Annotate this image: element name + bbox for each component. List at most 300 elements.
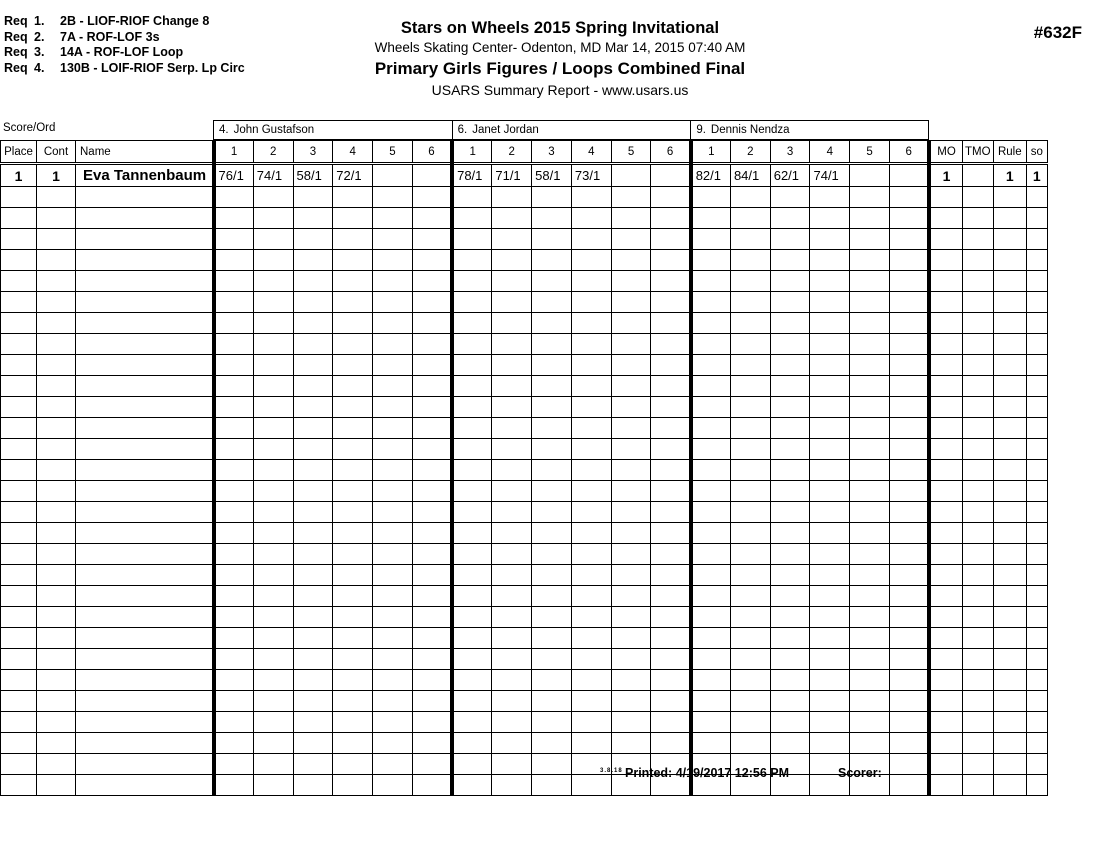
cell-empty — [532, 733, 572, 754]
cell-empty — [293, 313, 333, 334]
cell-empty — [850, 712, 890, 733]
cell-empty — [76, 208, 214, 229]
table-row-empty[interactable] — [1, 460, 1048, 481]
cell-empty — [333, 649, 373, 670]
cell-empty — [214, 754, 254, 775]
table-row-empty[interactable] — [1, 397, 1048, 418]
cell-empty — [611, 313, 651, 334]
cell-empty — [611, 712, 651, 733]
cell-empty — [850, 607, 890, 628]
cell-empty — [1, 418, 37, 439]
cell-empty — [373, 250, 413, 271]
cell-empty — [373, 670, 413, 691]
table-row-empty[interactable] — [1, 691, 1048, 712]
cell-empty — [76, 586, 214, 607]
cell-empty — [412, 691, 452, 712]
cell-empty — [770, 733, 810, 754]
cell-empty — [571, 292, 611, 313]
cell-empty — [810, 523, 850, 544]
cell-empty — [929, 397, 962, 418]
cell-empty — [571, 670, 611, 691]
cell-empty — [730, 670, 770, 691]
cell-empty — [850, 229, 890, 250]
cell-empty — [452, 691, 492, 712]
cell-empty — [929, 649, 962, 670]
cell-empty — [890, 208, 930, 229]
cell-empty — [890, 712, 930, 733]
cell-empty — [214, 250, 254, 271]
cell-empty — [993, 460, 1026, 481]
table-row-empty[interactable] — [1, 271, 1048, 292]
table-row-empty[interactable] — [1, 712, 1048, 733]
table-row-empty[interactable] — [1, 208, 1048, 229]
cell-empty — [452, 502, 492, 523]
cell-empty — [76, 418, 214, 439]
cell-empty — [532, 439, 572, 460]
cell-empty — [929, 250, 962, 271]
cell-empty — [730, 502, 770, 523]
cell-empty — [333, 670, 373, 691]
cell-empty — [1, 544, 37, 565]
cell-empty — [37, 754, 76, 775]
table-row-empty[interactable] — [1, 481, 1048, 502]
cell-empty — [333, 712, 373, 733]
cell-empty — [37, 460, 76, 481]
table-row-empty[interactable] — [1, 313, 1048, 334]
cell-empty — [890, 670, 930, 691]
cell-empty — [333, 313, 373, 334]
cell-empty — [810, 334, 850, 355]
cell-empty — [651, 271, 691, 292]
cell-empty — [452, 460, 492, 481]
cell-empty — [929, 502, 962, 523]
cell-empty — [810, 313, 850, 334]
cell-empty — [611, 649, 651, 670]
column-header-cont: Cont — [37, 141, 76, 164]
cell-empty — [1026, 313, 1047, 334]
cell-empty — [532, 355, 572, 376]
cell-empty — [492, 376, 532, 397]
cell-empty — [770, 292, 810, 313]
cell-empty — [571, 565, 611, 586]
cell-empty — [293, 418, 333, 439]
cell-empty — [962, 481, 993, 502]
cell-empty — [929, 334, 962, 355]
judge-2-subcolumn-header-6: 6 — [651, 141, 691, 164]
cell-empty — [532, 544, 572, 565]
table-row-empty[interactable] — [1, 229, 1048, 250]
cell-empty — [37, 334, 76, 355]
cell-empty — [691, 250, 731, 271]
judge-1-subcolumn-header-3: 3 — [293, 141, 333, 164]
cell-empty — [333, 250, 373, 271]
cell-empty — [37, 271, 76, 292]
cell-empty — [691, 712, 731, 733]
judge-1-subcolumn-header-1: 1 — [214, 141, 254, 164]
cell-empty — [890, 565, 930, 586]
cell-empty — [890, 397, 930, 418]
cell-so: 1 — [1026, 164, 1047, 187]
cell-empty — [76, 397, 214, 418]
table-row-empty[interactable] — [1, 649, 1048, 670]
cell-empty — [293, 670, 333, 691]
cell-empty — [770, 481, 810, 502]
table-row-empty[interactable] — [1, 439, 1048, 460]
cell-empty — [452, 586, 492, 607]
judge-1-subcolumn-header-2: 2 — [253, 141, 293, 164]
cell-empty — [532, 187, 572, 208]
cell-empty — [611, 502, 651, 523]
cell-empty — [993, 439, 1026, 460]
judge-3-subcolumn-header-5: 5 — [850, 141, 890, 164]
cell-empty — [492, 754, 532, 775]
cell-empty — [993, 187, 1026, 208]
cell-empty — [253, 460, 293, 481]
cell-empty — [993, 418, 1026, 439]
cell-empty — [890, 439, 930, 460]
cell-judge-3-score-2: 84/1 — [730, 164, 770, 187]
cell-empty — [962, 376, 993, 397]
cell-empty — [214, 208, 254, 229]
cell-empty — [1026, 418, 1047, 439]
cell-empty — [532, 607, 572, 628]
scorer-label: Scorer: — [838, 766, 882, 780]
cell-empty — [76, 670, 214, 691]
cell-empty — [412, 313, 452, 334]
cell-empty — [691, 670, 731, 691]
cell-empty — [492, 481, 532, 502]
cell-place: 1 — [1, 164, 37, 187]
cell-empty — [37, 607, 76, 628]
cell-empty — [373, 334, 413, 355]
table-row[interactable] — [1, 164, 1048, 187]
cell-empty — [253, 607, 293, 628]
cell-empty — [76, 502, 214, 523]
cell-empty — [691, 418, 731, 439]
requirement-label: Req — [4, 45, 28, 59]
cell-empty — [253, 355, 293, 376]
cell-empty — [214, 607, 254, 628]
judge-name: John Gustafson — [233, 124, 315, 136]
cell-empty — [333, 292, 373, 313]
cell-empty — [1, 229, 37, 250]
cell-empty — [492, 334, 532, 355]
cell-empty — [532, 775, 572, 796]
cell-empty — [253, 271, 293, 292]
cell-empty — [214, 775, 254, 796]
cell-empty — [929, 607, 962, 628]
table-row-empty[interactable] — [1, 628, 1048, 649]
cell-empty — [810, 355, 850, 376]
cell-empty — [76, 523, 214, 544]
table-row-empty[interactable] — [1, 187, 1048, 208]
cell-empty — [691, 523, 731, 544]
requirement-label: Req — [4, 14, 28, 28]
cell-empty — [850, 271, 890, 292]
judge-header-3 — [690, 120, 929, 140]
cell-empty — [412, 754, 452, 775]
cell-empty — [76, 334, 214, 355]
cell-empty — [373, 544, 413, 565]
event-number: #632F — [1033, 23, 1082, 42]
cell-empty — [611, 439, 651, 460]
cell-empty — [412, 397, 452, 418]
cell-empty — [571, 733, 611, 754]
cell-empty — [571, 250, 611, 271]
table-row-empty[interactable] — [1, 250, 1048, 271]
cell-judge-1-score-1: 76/1 — [214, 164, 254, 187]
cell-empty — [373, 355, 413, 376]
cell-empty — [373, 481, 413, 502]
cell-empty — [214, 334, 254, 355]
cell-empty — [651, 649, 691, 670]
judge-2-subcolumn-header-4: 4 — [571, 141, 611, 164]
table-row-empty[interactable] — [1, 670, 1048, 691]
cell-empty — [253, 733, 293, 754]
cell-empty — [962, 292, 993, 313]
cell-rule: 1 — [993, 164, 1026, 187]
cell-empty — [532, 334, 572, 355]
cell-empty — [373, 439, 413, 460]
table-row-empty[interactable] — [1, 292, 1048, 313]
cell-empty — [1026, 481, 1047, 502]
cell-empty — [651, 544, 691, 565]
cell-empty — [571, 355, 611, 376]
table-row-empty[interactable] — [1, 565, 1048, 586]
cell-empty — [373, 418, 413, 439]
cell-empty — [850, 250, 890, 271]
cell-empty — [850, 544, 890, 565]
judge-1-subcolumn-header-5: 5 — [373, 141, 413, 164]
cell-empty — [492, 355, 532, 376]
cell-empty — [1, 292, 37, 313]
cell-empty — [770, 334, 810, 355]
cell-empty — [850, 670, 890, 691]
cell-empty — [37, 229, 76, 250]
cell-empty — [962, 334, 993, 355]
report-footer — [600, 766, 1060, 786]
table-row-empty[interactable] — [1, 376, 1048, 397]
cell-empty — [412, 670, 452, 691]
cell-empty — [993, 208, 1026, 229]
cell-empty — [293, 187, 333, 208]
cell-empty — [770, 502, 810, 523]
cell-empty — [850, 418, 890, 439]
judge-number: 6. — [457, 124, 468, 136]
table-row-empty[interactable] — [1, 523, 1048, 544]
table-row-empty[interactable] — [1, 733, 1048, 754]
cell-empty — [1026, 565, 1047, 586]
cell-empty — [993, 733, 1026, 754]
cell-empty — [1, 334, 37, 355]
cell-empty — [691, 733, 731, 754]
cell-empty — [452, 439, 492, 460]
table-row-empty[interactable] — [1, 418, 1048, 439]
cell-empty — [214, 691, 254, 712]
cell-empty — [1, 250, 37, 271]
judge-header-2 — [452, 120, 691, 140]
cell-empty — [611, 460, 651, 481]
cell-empty — [993, 544, 1026, 565]
cell-empty — [929, 670, 962, 691]
cell-empty — [1, 481, 37, 502]
cell-empty — [293, 607, 333, 628]
cell-empty — [929, 229, 962, 250]
cell-empty — [532, 523, 572, 544]
table-row-empty[interactable] — [1, 586, 1048, 607]
cell-empty — [770, 208, 810, 229]
cell-empty — [890, 418, 930, 439]
cell-empty — [611, 355, 651, 376]
cell-empty — [373, 733, 413, 754]
scoring-grid — [0, 140, 1048, 796]
cell-empty — [962, 712, 993, 733]
cell-empty — [571, 187, 611, 208]
cell-empty — [214, 586, 254, 607]
cell-empty — [962, 397, 993, 418]
cell-empty — [214, 565, 254, 586]
cell-empty — [333, 271, 373, 292]
table-row-empty[interactable] — [1, 544, 1048, 565]
judge-3-subcolumn-header-6: 6 — [890, 141, 930, 164]
cell-empty — [929, 586, 962, 607]
cell-empty — [532, 649, 572, 670]
cell-empty — [962, 418, 993, 439]
cell-empty — [373, 691, 413, 712]
cell-empty — [571, 523, 611, 544]
cell-empty — [492, 586, 532, 607]
cell-empty — [810, 502, 850, 523]
cell-empty — [37, 376, 76, 397]
cell-empty — [452, 229, 492, 250]
printed-label: Printed: — [625, 766, 673, 780]
cell-empty — [730, 628, 770, 649]
cell-empty — [962, 187, 993, 208]
cell-empty — [962, 691, 993, 712]
cell-empty — [412, 607, 452, 628]
cell-empty — [333, 397, 373, 418]
cell-judge-2-score-4: 73/1 — [571, 164, 611, 187]
cell-empty — [651, 376, 691, 397]
cell-empty — [333, 502, 373, 523]
cell-empty — [1, 649, 37, 670]
cell-empty — [253, 523, 293, 544]
cell-empty — [373, 208, 413, 229]
cell-empty — [253, 586, 293, 607]
cell-empty — [770, 397, 810, 418]
cell-judge-1-score-3: 58/1 — [293, 164, 333, 187]
cell-mo: 1 — [929, 164, 962, 187]
cell-empty — [929, 208, 962, 229]
cell-empty — [452, 544, 492, 565]
cell-empty — [850, 187, 890, 208]
cell-empty — [412, 733, 452, 754]
cell-empty — [293, 691, 333, 712]
cell-empty — [293, 292, 333, 313]
table-row-empty[interactable] — [1, 355, 1048, 376]
cell-empty — [691, 397, 731, 418]
cell-empty — [1, 607, 37, 628]
cell-empty — [770, 565, 810, 586]
cell-empty — [333, 586, 373, 607]
cell-empty — [532, 376, 572, 397]
table-row-empty[interactable] — [1, 502, 1048, 523]
cell-empty — [412, 334, 452, 355]
cell-empty — [293, 376, 333, 397]
cell-empty — [293, 775, 333, 796]
cell-empty — [770, 607, 810, 628]
cell-empty — [962, 271, 993, 292]
cell-empty — [333, 334, 373, 355]
cell-empty — [770, 649, 810, 670]
cell-empty — [691, 544, 731, 565]
cell-empty — [929, 544, 962, 565]
cell-empty — [333, 418, 373, 439]
cell-empty — [1026, 250, 1047, 271]
cell-empty — [651, 250, 691, 271]
cell-empty — [37, 586, 76, 607]
cell-empty — [730, 733, 770, 754]
table-row-empty[interactable] — [1, 334, 1048, 355]
table-row-empty[interactable] — [1, 607, 1048, 628]
cell-empty — [452, 775, 492, 796]
cell-empty — [850, 334, 890, 355]
cell-empty — [452, 313, 492, 334]
cell-empty — [253, 292, 293, 313]
cell-empty — [452, 292, 492, 313]
cell-empty — [890, 355, 930, 376]
cell-empty — [492, 439, 532, 460]
cell-empty — [492, 271, 532, 292]
cell-empty — [253, 691, 293, 712]
cell-empty — [890, 733, 930, 754]
cell-empty — [850, 586, 890, 607]
cell-empty — [412, 628, 452, 649]
cell-empty — [293, 355, 333, 376]
cell-empty — [611, 397, 651, 418]
cell-empty — [770, 670, 810, 691]
cell-empty — [76, 250, 214, 271]
cell-empty — [962, 523, 993, 544]
cell-empty — [1026, 271, 1047, 292]
cell-empty — [412, 544, 452, 565]
cell-empty — [770, 313, 810, 334]
judge-3-subcolumn-header-1: 1 — [691, 141, 731, 164]
cell-empty — [492, 313, 532, 334]
cell-empty — [1, 271, 37, 292]
cell-empty — [37, 775, 76, 796]
cell-empty — [37, 565, 76, 586]
cell-empty — [993, 250, 1026, 271]
cell-empty — [730, 649, 770, 670]
cell-empty — [810, 292, 850, 313]
cell-empty — [452, 208, 492, 229]
cell-empty — [373, 628, 413, 649]
cell-empty — [929, 439, 962, 460]
judge-header-1 — [213, 120, 452, 140]
cell-empty — [730, 481, 770, 502]
cell-empty — [373, 523, 413, 544]
cell-name: Eva Tannenbaum — [76, 164, 214, 187]
cell-empty — [962, 313, 993, 334]
cell-judge-1-score-2: 74/1 — [253, 164, 293, 187]
cell-empty — [412, 376, 452, 397]
cell-judge-3-score-1: 82/1 — [691, 164, 731, 187]
cell-empty — [253, 544, 293, 565]
cell-empty — [333, 187, 373, 208]
cell-empty — [929, 460, 962, 481]
cell-empty — [770, 586, 810, 607]
